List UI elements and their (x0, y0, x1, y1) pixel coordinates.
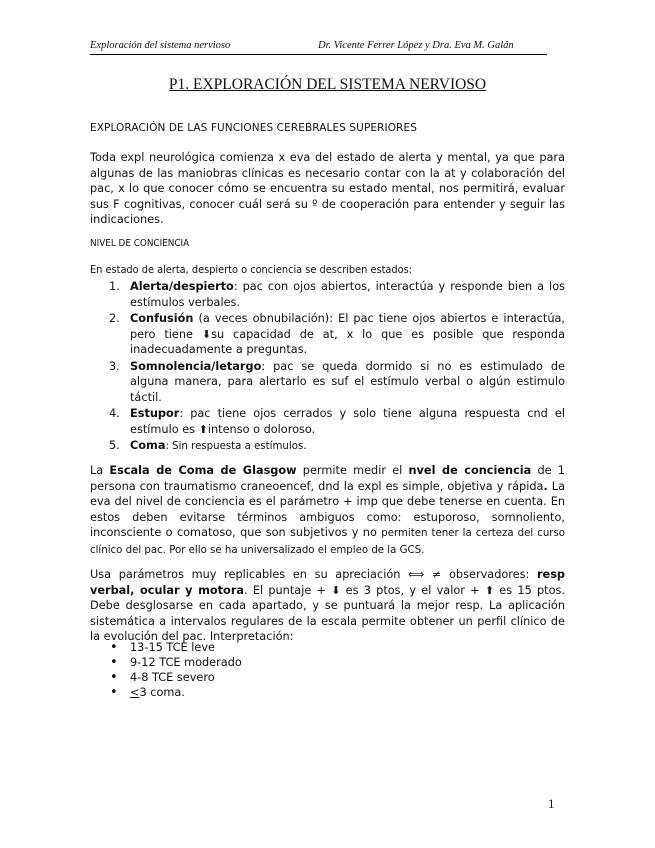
list-item: • 4-8 TCE severo (110, 670, 242, 685)
level-text: : Sin respuesta a estímulos. (165, 441, 307, 452)
list-item: • 13-15 TCE leve (110, 640, 242, 655)
level-term: Estupor (130, 407, 180, 420)
text-run: . El puntaje + (244, 583, 332, 597)
consciousness-term: nvel de conciencia (408, 464, 532, 477)
level-text: : pac se queda dormido si no es estimulado de alguna manera, para alertarlo es suf el estímulo verbal o algún estimulo táctil. (130, 359, 565, 404)
level-text: (a veces obnubilación): El pac tiene ojos abiertos e interactúa, pero tiene (130, 312, 565, 341)
text-run: permite medir el (296, 464, 409, 477)
glasgow-interpretation-list (110, 640, 242, 700)
list-item (90, 406, 565, 437)
level-text: su capacidad de at, x lo que es posible que responda inadecuadamente a preguntas. (130, 327, 565, 356)
list-number: 2. (109, 312, 120, 325)
text-run: . (543, 479, 548, 493)
parameters-paragraph (90, 567, 565, 645)
header-right: Dr. Vicente Ferrer López y Dra. Eva M. Galán (318, 40, 514, 51)
text-run: ≠ observadores: (424, 568, 537, 581)
level-text: : pac tiene ojos cerrados y solo tiene alguna respuesta cnd el estímulo es (130, 407, 565, 436)
down-arrow-icon: ⬇ (201, 327, 212, 341)
down-arrow-icon: ⬇ (331, 583, 341, 597)
list-number: 3. (109, 359, 120, 373)
page-title: P1. EXPLORACIÓN DEL SISTEMA NERVIOSO (168, 76, 487, 93)
text-run: Usa parámetros muy replicables en su apreciación (90, 568, 409, 581)
text-run: permiten tener la certeza del curso clínico del pac. Por ello se ha universalizado el empleo de la GCS. (90, 528, 565, 556)
text-run: La (90, 464, 110, 477)
intro-paragraph: Toda expl neurológica comienza x eva del estado de alerta y mental, ya que para algunas de las maniobras clínicas es necesario contar con la at y colaboración del pac, x lo que conocer cómo se encuentra su estado mental, nos permitirá, evaluar sus F cognitivas, conocer cuál será su º de cooperación para entender y seguir las indicaciones. (90, 151, 565, 226)
list-number: 5. (109, 439, 120, 452)
consciousness-levels-list (90, 279, 565, 456)
list-item (90, 359, 565, 406)
page-header (90, 40, 547, 55)
list-item (90, 438, 565, 455)
consciousness-intro: En estado de alerta, despierto o conciencia se describen estados: (90, 264, 413, 276)
level-term: Somnolencia/letargo (130, 359, 262, 373)
list-item: • 9-12 TCE moderado (110, 655, 242, 670)
level-text: : pac con ojos abiertos, interactúa y responde bien a los estímulos verbales. (130, 280, 565, 309)
up-arrow-icon: ⬆ (484, 583, 495, 597)
response-types: resp verbal, ocular y motora (90, 568, 566, 597)
section-title: EXPLORACIÓN DE LAS FUNCIONES CEREBRALES SUPERIORES (90, 122, 417, 134)
up-arrow-icon: ⬆ (198, 422, 208, 436)
less-equal-symbol: < (130, 686, 140, 699)
list-item (90, 279, 565, 310)
list-item (90, 311, 565, 358)
level-term: Coma (130, 439, 166, 452)
page-number: 1 (548, 796, 555, 811)
text-run: La eva del nivel de conciencia es el parámetro + imp que debe tenerse en cuenta. En estos deben evitarse términos ambiguos como: estuporoso, somnoliento, inconsciente o comatoso, que son subjetivos y no (90, 479, 565, 539)
level-term: Alerta/despierto (130, 280, 234, 293)
consciousness-heading: NIVEL DE CONCIENCIA (90, 238, 190, 249)
text-run: es 15 ptos. Debe desglosarse en cada apartado, y se puntuará la mejor resp. La aplicación sistemática a intervalos regulares de la escala permite obtener un perfil clínico de la evolución del pac. Interpretación: (90, 583, 565, 643)
list-item (110, 685, 242, 700)
glasgow-paragraph (90, 463, 565, 558)
list-number: 4. (109, 407, 120, 420)
text-run: de 1 persona con traumatismo craneoencef, dnd la expl es simple, objetiva y rápida (90, 464, 565, 493)
text-run: es 3 ptos, y el valor + (340, 583, 485, 597)
double-arrow-icon: ⟺ (408, 568, 425, 581)
list-item-text: 3 coma. (139, 686, 185, 699)
list-number: 1. (109, 280, 120, 293)
level-text: intenso o doloroso. (207, 422, 316, 436)
level-term: Confusión (130, 312, 194, 325)
glasgow-term: Escala de Coma de Glasgow (109, 464, 297, 477)
header-left: Exploración del sistema nervioso (90, 40, 231, 51)
